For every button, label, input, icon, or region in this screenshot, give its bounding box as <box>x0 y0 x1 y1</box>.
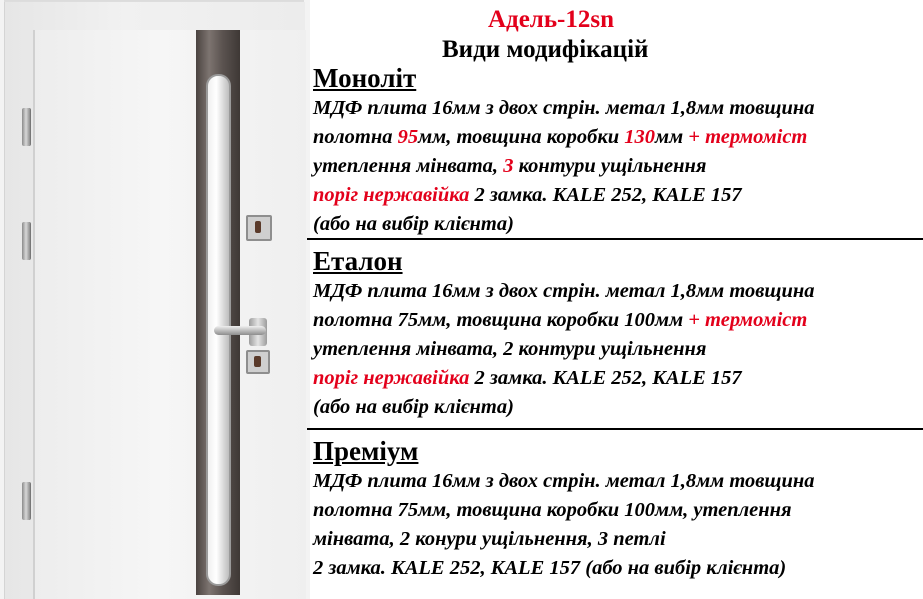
modification-premium <box>313 435 815 583</box>
modification-etalon <box>313 245 815 422</box>
spec-line: полотна 75мм, товщина коробки 100мм + термоміст <box>313 309 808 331</box>
modification-monolit <box>313 62 815 239</box>
hinge-icon <box>22 222 30 260</box>
spec-line: МДФ плита 16мм з двох стрін. метал 1,8мм товщина <box>313 470 815 492</box>
door-handle-icon <box>214 326 266 335</box>
spec-line: МДФ плита 16мм з двох стрін. метал 1,8мм товщина <box>313 280 815 302</box>
section-divider <box>307 428 923 430</box>
product-title: Адель-12sn <box>488 6 615 33</box>
spec-line: мінвата, 2 конури ущільнення, 3 петлі <box>313 528 666 550</box>
spec-line: 2 замка. KALE 252, KALE 157 (або на вибір клієнта) <box>313 557 787 579</box>
spec-line: (або на вибір клієнта) <box>313 213 514 235</box>
spec-line: утеплення мінвата, 3 контури ущільнення <box>313 155 707 177</box>
door-leaf <box>33 30 306 599</box>
modifications-heading: Види модифікацій <box>442 36 649 63</box>
hinge-icon <box>22 482 30 520</box>
door-image <box>0 0 310 599</box>
spec-line: утеплення мінвата, 2 контури ущільнення <box>313 338 707 360</box>
spec-line: поріг нержавійка 2 замка. KALE 252, KALE 157 <box>313 184 742 206</box>
section-title: Моноліт <box>313 63 417 93</box>
spec-line: полотна 95мм, товщина коробки 130мм + термоміст <box>313 126 808 148</box>
spec-line: МДФ плита 16мм з двох стрін. метал 1,8мм товщина <box>313 97 815 119</box>
spec-line: (або на вибір клієнта) <box>313 396 514 418</box>
section-divider <box>307 238 923 240</box>
spec-line: поріг нержавійка 2 замка. KALE 252, KALE 157 <box>313 367 742 389</box>
section-title: Преміум <box>313 436 419 466</box>
upper-lock-icon <box>246 215 272 241</box>
section-title: Еталон <box>313 246 403 276</box>
lower-lock-icon <box>246 350 270 374</box>
spec-line: полотна 75мм, товщина коробки 100мм, утеплення <box>313 499 792 521</box>
hinge-icon <box>22 108 30 146</box>
